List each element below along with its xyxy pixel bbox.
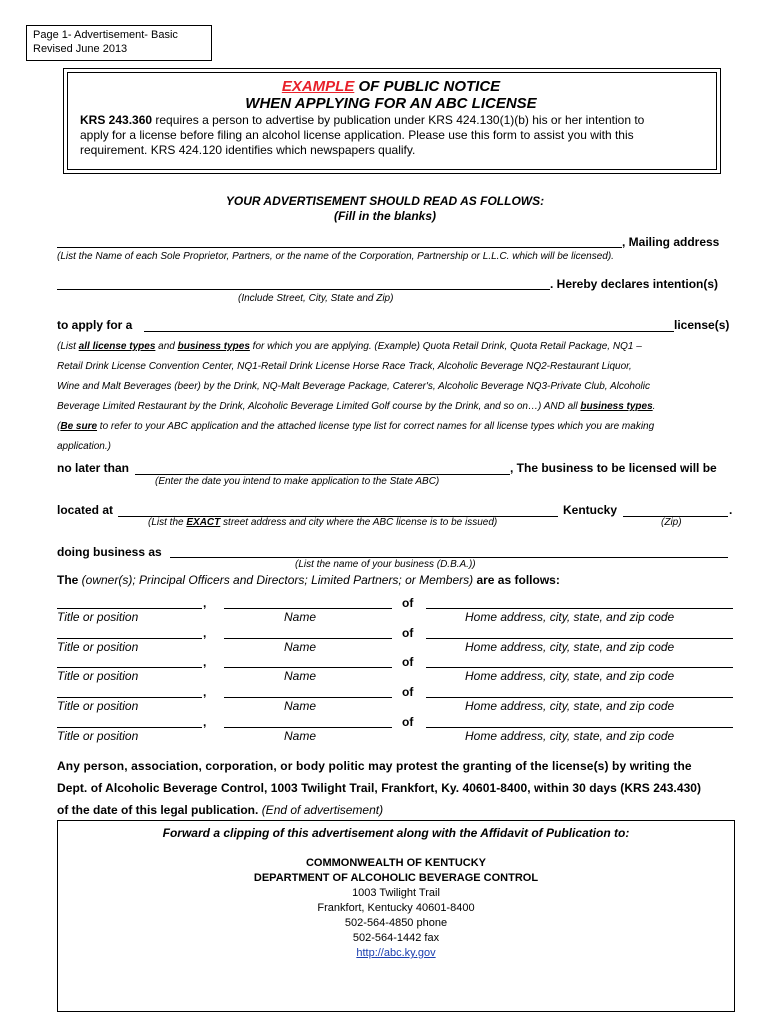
instructions-subheading: (Fill in the blanks)	[333, 209, 436, 223]
license-type-hint-6: application.)	[57, 441, 111, 452]
row-of: of	[402, 626, 414, 640]
title-blank[interactable]	[57, 697, 202, 698]
title-example: EXAMPLE	[281, 78, 355, 95]
license-type-hint-2: Retail Drink License Convention Center, NQ1-Retail Drink License Horse Race Track, Alcoholic Beverage NQ2-Restaurant Liquor,	[57, 361, 632, 372]
notice-subtitle: WHEN APPLYING FOR AN ABC LICENSE	[245, 95, 537, 112]
street-hint	[148, 517, 497, 528]
protest-line-2: Dept. of Alcoholic Beverage Control, 1003 Twilight Trail, Frankfort, Ky. 40601-8400, within 30 days (KRS 243.430)	[57, 781, 702, 795]
row-address-label: Home address, city, state, and zip code	[465, 729, 675, 743]
row-name-label: Name	[284, 699, 317, 713]
name-blank[interactable]	[224, 697, 392, 698]
notice-intro-3: requirement. KRS 424.120 identifies which newspapers qualify.	[80, 143, 416, 157]
located-at-label: located at	[57, 503, 114, 517]
date-hint: (Enter the date you intend to make application to the State ABC)	[155, 476, 440, 487]
street-hint-c: street address and city where the ABC license is to be issued)	[220, 517, 498, 528]
row-name-label: Name	[284, 669, 317, 683]
lt-line5a: (	[57, 421, 61, 432]
notice-intro-1	[80, 113, 644, 127]
protest-line-3	[57, 803, 383, 817]
row-comma: ,	[203, 596, 207, 610]
row-of: of	[402, 685, 414, 699]
forward-phone: 502-564-4850 phone	[344, 917, 448, 929]
lt-all: all license types	[78, 341, 156, 352]
forward-website-row	[57, 947, 735, 959]
notice-intro-2: apply for a license before filing an alcohol license application. Please use this form to assist you with this	[80, 128, 634, 142]
row-name-label: Name	[284, 729, 317, 743]
names-hint: (List the Name of each Sole Proprietor, Partners, or the name of the Corporation, Partnership or L.L.C. which will be licensed).	[57, 251, 614, 262]
license-type-hint-3: Wine and Malt Beverages (beer) by the Drink, NQ-Malt Beverage Package, Caterer's, Alcoholic Beverage NQ3-Private Club, Alcoholic	[57, 381, 651, 392]
address-row-blank[interactable]	[426, 608, 733, 609]
revised-date: Revised June 2013	[33, 43, 128, 55]
business-located-label: , The business to be licensed will be	[510, 461, 717, 475]
row-address-label: Home address, city, state, and zip code	[465, 699, 675, 713]
lt-line4a: Beverage Limited Restaurant by the Drink, Alcoholic Beverage Limited Golf course by the Drink, and so on…) AND all	[57, 401, 581, 412]
protest-line-1: Any person, association, corporation, or body politic may protest the granting of the license(s) by writing the	[57, 759, 692, 773]
page-label: Page 1- Advertisement- Basic	[33, 29, 178, 41]
instructions-heading: YOUR ADVERTISEMENT SHOULD READ AS FOLLOWS:	[225, 194, 545, 208]
zip-hint: (Zip)	[661, 517, 682, 528]
intro-1: requires a person to advertise by publication under KRS 424.130(1)(b) his or her intention to	[152, 113, 645, 127]
protest-line-3-text: of the date of this legal publication.	[57, 803, 259, 817]
license-blank[interactable]	[144, 331, 674, 332]
row-title-label: Title or position	[57, 610, 139, 624]
license-type-hint-5	[57, 421, 654, 432]
forward-org-2: DEPARTMENT OF ALCOHOLIC BEVERAGE CONTROL	[253, 872, 539, 884]
lt-line5c: to refer to your ABC application and the attached license type list for correct names for all license types which you are making	[97, 421, 655, 432]
mailing-address-label: , Mailing address	[622, 235, 720, 249]
row-name-label: Name	[284, 640, 317, 654]
license-type-hint-1	[57, 341, 642, 352]
row-comma: ,	[203, 685, 207, 699]
forward-box	[57, 820, 735, 1012]
row-of: of	[402, 655, 414, 669]
licenses-label: license(s)	[674, 318, 730, 332]
names-blank[interactable]	[57, 247, 622, 248]
dba-blank[interactable]	[170, 557, 728, 558]
address-row-blank[interactable]	[426, 638, 733, 639]
forward-heading: Forward a clipping of this advertisement along with the Affidavit of Publication to:	[162, 826, 630, 840]
owners-italic: (owner(s); Principal Officers and Directors; Limited Partners; or Members)	[81, 573, 474, 587]
owners-line	[57, 573, 560, 587]
owners-the: The	[57, 573, 82, 587]
address-hint: (Include Street, City, State and Zip)	[238, 293, 394, 304]
forward-org-1: COMMONWEALTH OF KENTUCKY	[305, 857, 487, 869]
lt-line5b: Be sure	[60, 421, 98, 432]
dba-hint: (List the name of your business (D.B.A.))	[295, 559, 476, 570]
row-address-label: Home address, city, state, and zip code	[465, 610, 675, 624]
address-row-blank[interactable]	[426, 727, 733, 728]
title-rest: OF PUBLIC NOTICE	[354, 78, 501, 95]
row-address-label: Home address, city, state, and zip code	[465, 669, 675, 683]
kentucky-label: Kentucky	[563, 503, 618, 517]
title-blank[interactable]	[57, 727, 202, 728]
row-of: of	[402, 715, 414, 729]
row-comma: ,	[203, 655, 207, 669]
row-title-label: Title or position	[57, 699, 139, 713]
title-blank[interactable]	[57, 667, 202, 668]
krs-bold: KRS 243.360	[80, 113, 153, 127]
address-blank[interactable]	[57, 289, 550, 290]
website-link[interactable]: http://abc.ky.gov	[356, 947, 436, 959]
hereby-label: . Hereby declares intention(s)	[550, 277, 719, 291]
street-hint-a: (List the	[148, 517, 187, 528]
license-type-hint-4	[57, 401, 655, 412]
address-row-blank[interactable]	[426, 667, 733, 668]
lt-and: and	[155, 341, 178, 352]
lt-open: (List	[57, 341, 79, 352]
row-title-label: Title or position	[57, 729, 139, 743]
owners-rest: are as follows:	[473, 573, 560, 587]
row-address-label: Home address, city, state, and zip code	[465, 640, 675, 654]
lt-rest: for which you are applying. (Example) Quota Retail Drink, Quota Retail Package, NQ1 –	[249, 341, 642, 352]
lt-line4c: .	[652, 401, 656, 412]
row-title-label: Title or position	[57, 640, 139, 654]
name-blank[interactable]	[224, 608, 392, 609]
name-blank[interactable]	[224, 727, 392, 728]
to-apply-label: to apply for a	[57, 318, 133, 332]
end-of-ad: (End of advertisement)	[261, 803, 384, 817]
title-blank[interactable]	[57, 608, 202, 609]
street-hint-b: EXACT	[186, 517, 221, 528]
forward-street: 1003 Twilight Trail	[352, 887, 440, 899]
notice-title	[67, 78, 715, 95]
forward-city: Frankfort, Kentucky 40601-8400	[317, 902, 475, 914]
forward-fax: 502-564-1442 fax	[352, 932, 440, 944]
zip-period: .	[729, 503, 733, 517]
row-title-label: Title or position	[57, 669, 139, 683]
lt-line4b: business types	[580, 401, 653, 412]
row-name-label: Name	[284, 610, 317, 624]
lt-business: business types	[177, 341, 250, 352]
title-blank[interactable]	[57, 638, 202, 639]
no-later-label: no later than	[57, 461, 130, 475]
address-row-blank[interactable]	[426, 697, 733, 698]
doing-business-label: doing business as	[57, 545, 162, 559]
date-blank[interactable]	[135, 474, 510, 475]
row-of: of	[402, 596, 414, 610]
row-comma: ,	[203, 626, 207, 640]
row-comma: ,	[203, 715, 207, 729]
name-blank[interactable]	[224, 667, 392, 668]
name-blank[interactable]	[224, 638, 392, 639]
